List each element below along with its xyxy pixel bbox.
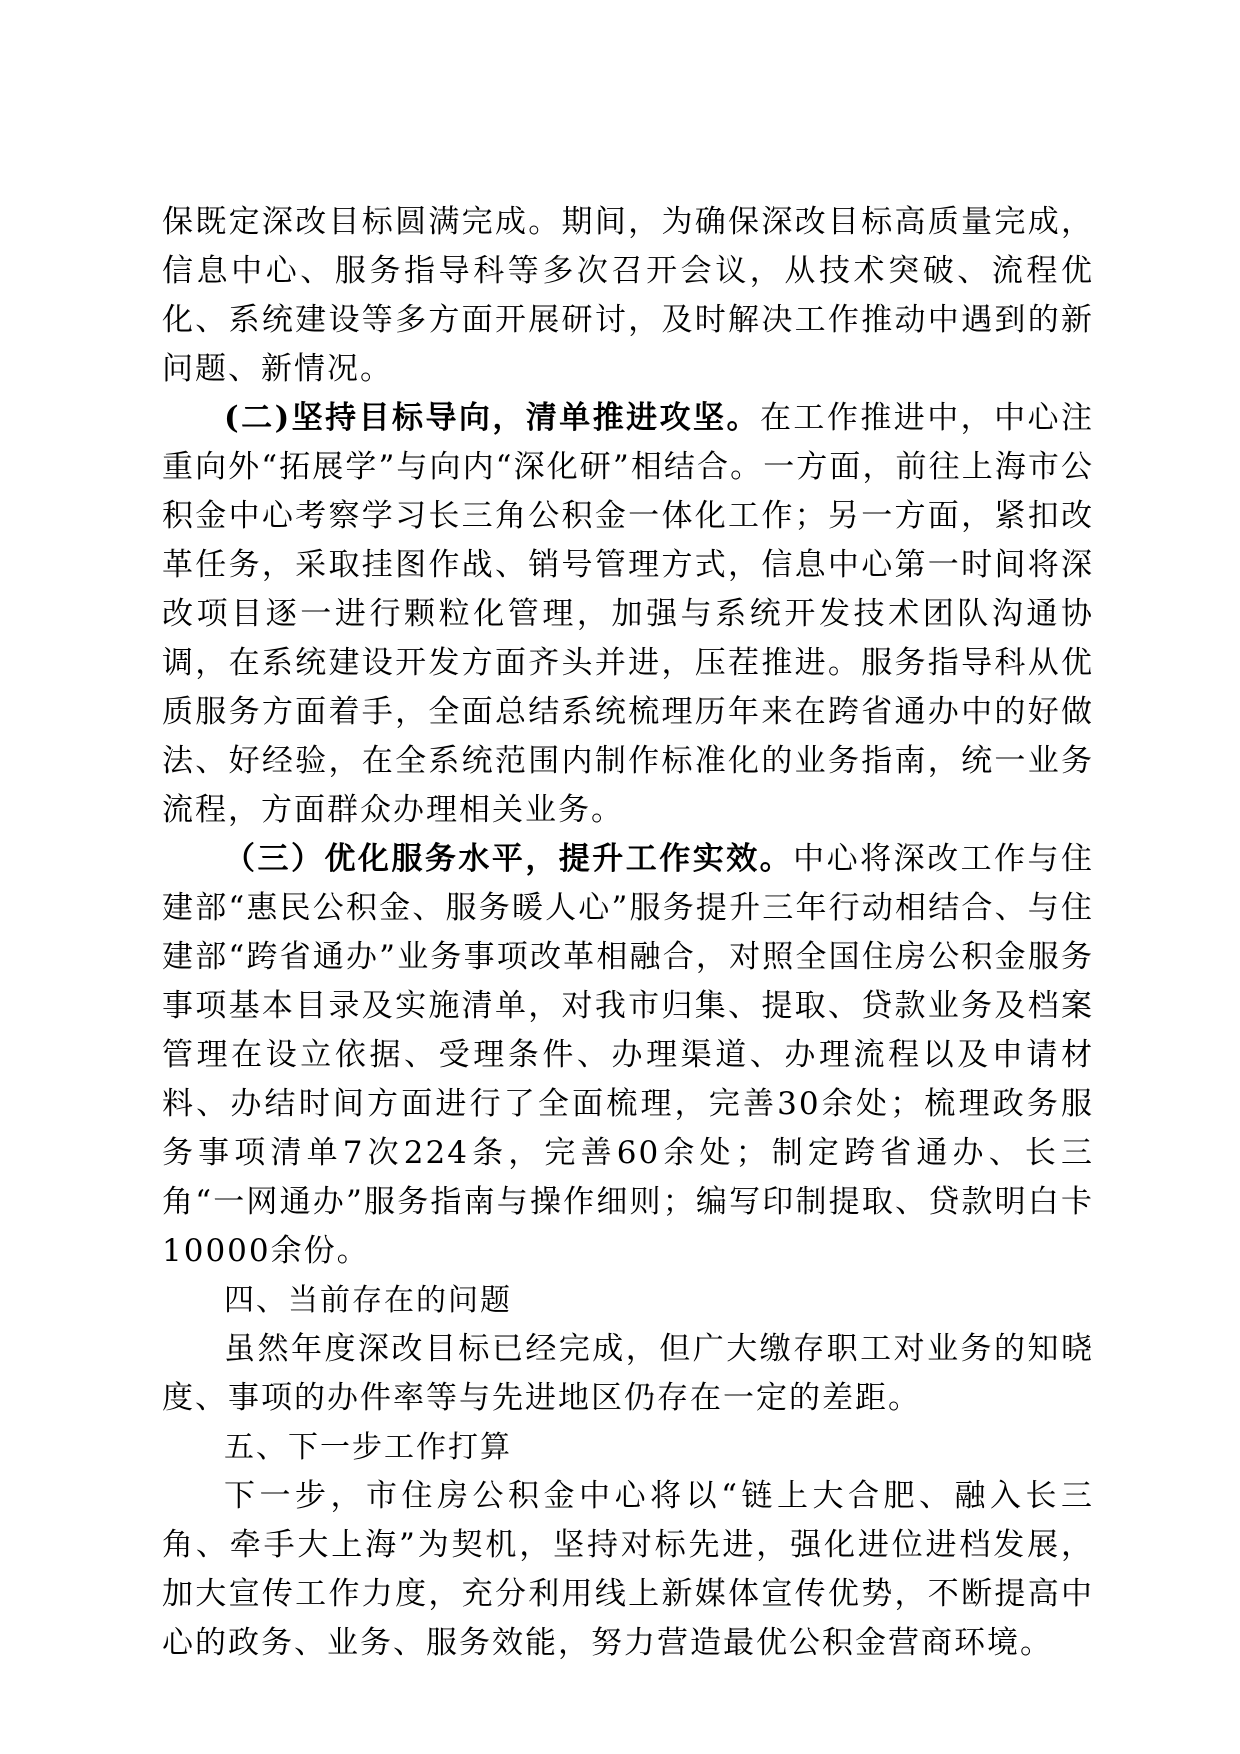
paragraph-body: 中心将深改工作与住建部“惠民公积金、服务暖人心”服务提升三年行动相结合、与住建部“跨省通办”业务事项改革相融合，对照全国住房公积金服务事项基本目录及实施清单，对我市归集、提取、贷款业务及档案管理在设立依据、受理条件、办理渠道、办理流程以及申请材料、办结时间方面进行了全面梳理，完善30余处；梳理政务服务事项清单7次224条，完善60余处；制定跨省通办、长三角“一网通办”服务指南与操作细则；编写印制提取、贷款明白卡10000余份。 [162, 841, 1095, 1269]
paragraph-problems: 虽然年度深改目标已经完成，但广大缴存职工对业务的知晓度、事项的办件率等与先进地区仍存在一定的差距。 [162, 1331, 1094, 1416]
paragraph-continuation: 保既定深改目标圆满完成。期间，为确保深改目标高质量完成，信息中心、服务指导科等多次召开会议，从技术突破、流程优化、系统建设等多方面开展研讨，及时解决工作推动中遇到的新问题、新情况。 [162, 204, 1094, 387]
paragraph-body: 在工作推进中，中心注重向外“拓展学”与向内“深化研”相结合。一方面，前往上海市公积金中心考察学习长三角公积金一体化工作；另一方面，紧扣改革任务，采取挂图作战、销号管理方式，信息中心第一时间将深改项目逐一进行颗粒化管理，加强与系统开发技术团队沟通协调，在系统建设开发方面齐头并进，压茬推进。服务指导科从优质服务方面着手，全面总结系统梳理历年来在跨省通办中的好做法、好经验，在全系统范围内制作标准化的业务指南，统一业务流程，方面群众办理相关业务。 [162, 400, 1095, 828]
paragraph-next-steps: 下一步，市住房公积金中心将以“链上大合肥、融入长三角、牵手大上海”为契机，坚持对标先进，强化进位进档发展，加大宣传工作力度，充分利用线上新媒体宣传优势，不断提高中心的政务、业务、服务效能，努力营造最优公积金营商环境。 [162, 1478, 1094, 1661]
paragraph-target-orientation [162, 394, 1094, 835]
paragraph-lead: （三）优化服务水平，提升工作实效。 [224, 841, 794, 877]
section-heading-problems: 四、当前存在的问题 [224, 1283, 512, 1318]
paragraph-service-optimization [162, 835, 1094, 1276]
paragraph-lead: (二)坚持目标导向，清单推进攻坚。 [224, 400, 760, 436]
section-heading-next-steps: 五、下一步工作打算 [224, 1430, 512, 1465]
document-page [162, 198, 1094, 1668]
